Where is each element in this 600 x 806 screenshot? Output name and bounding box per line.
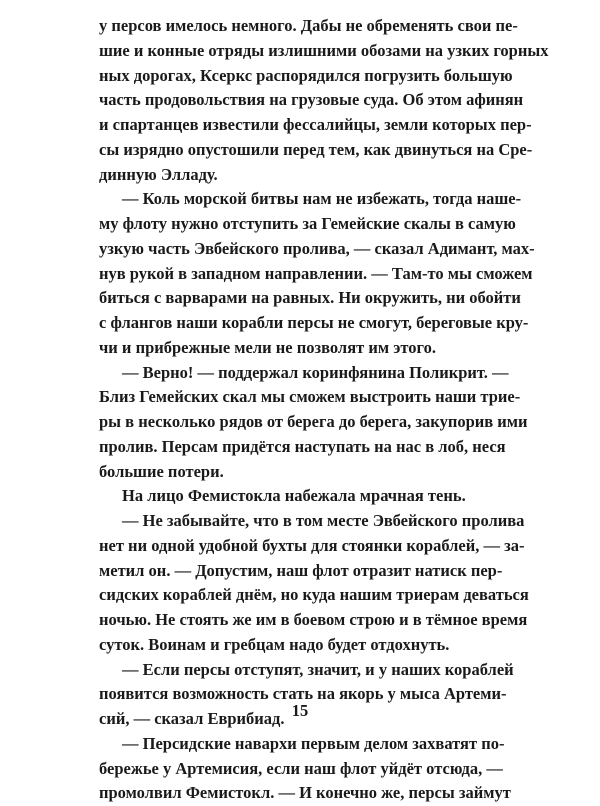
text-line-8: — Коль морской битвы нам не избежать, тогда наше- — [122, 189, 522, 209]
text-line-31: бережье у Артемисия, если наш флот уйдёт отсюда, — — [99, 758, 503, 778]
text-line-7: динную Элладу. — [99, 164, 218, 184]
text-line-27: — Если персы отступят, значит, и у наших кораблей — [122, 659, 514, 679]
text-line-24: сидских кораблей днём, но куда нашим триерам деваться — [99, 585, 529, 605]
text-line-23: метил он. — Допустим, наш флот отразит натиск пер- — [99, 560, 503, 580]
text-line-16: Близ Гемейских скал мы сможем выстроить наши трие- — [99, 387, 521, 407]
text-line-18: пролив. Персам придётся наступать на нас в лоб, неся — [99, 436, 506, 456]
text-line-29: сий, — сказал Еврибиад. — [99, 709, 285, 728]
text-line-2: шие и конные отряды излишними обозами на узких горных — [99, 40, 549, 60]
text-line-22: нет ни одной удобной бухты для стоянки кораблей, — за- — [99, 535, 525, 555]
text-line-30: — Персидские наварxи первым делом захватят по- — [122, 733, 505, 753]
text-line-9: му флоту нужно отступить за Гемейские скалы в самую — [99, 214, 516, 233]
text-line-17: ры в несколько рядов от берега до берега, закупорив ими — [99, 412, 528, 431]
text-line-25: ночью. Не стоять же им в боевом строю и в тёмное время — [99, 610, 528, 629]
text-line-26: суток. Воинам и гребцам надо будет отдохнуть. — [99, 634, 450, 654]
text-line-10: узкую часть Эвбейского пролива, — сказал Адимант, мах- — [99, 238, 535, 258]
text-line-32: промолвил Фемистокл. — И конечно же, персы займут — [99, 783, 511, 803]
text-line-13: с флангов наши корабли персы не смогут, береговые кру- — [99, 313, 529, 332]
text-line-6: сы изрядно опустошили перед тем, как двинуться на Сре- — [99, 139, 533, 159]
text-line-28: появится возможность стать на якорь у мыса Артеми- — [99, 684, 507, 704]
text-line-15: — Верно! — поддержал коринфянина Поликрит. — — [122, 362, 509, 382]
text-line-19: большие потери. — [99, 461, 224, 481]
text-line-14: чи и прибрежные мели не позволят им этого. — [99, 337, 436, 357]
text-line-4: часть продовольствия на грузовые суда. Об этом афинян — [99, 90, 524, 110]
text-line-3: ных дорогах, Ксеркс распорядился погрузить большую — [99, 65, 513, 85]
text-line-20: На лицо Фемистокла набежала мрачная тень. — [122, 486, 466, 506]
text-line-11: нув рукой в западном направлении. — Там-то мы сможем — [99, 263, 533, 283]
text-line-12: биться с варварами на равных. Ни окружить, ни обойти — [99, 288, 521, 308]
body-text — [99, 14, 549, 806]
text-line-21: — Не забывайте, что в том месте Эвбейского пролива — [122, 511, 525, 530]
page-number: 15 — [291, 701, 309, 720]
text-line-5: и спартанцев известили фессалийцы, земли которых пер- — [99, 115, 532, 134]
text-line-1: у персов имелось немного. Дабы не обременять свои пе- — [99, 16, 518, 35]
